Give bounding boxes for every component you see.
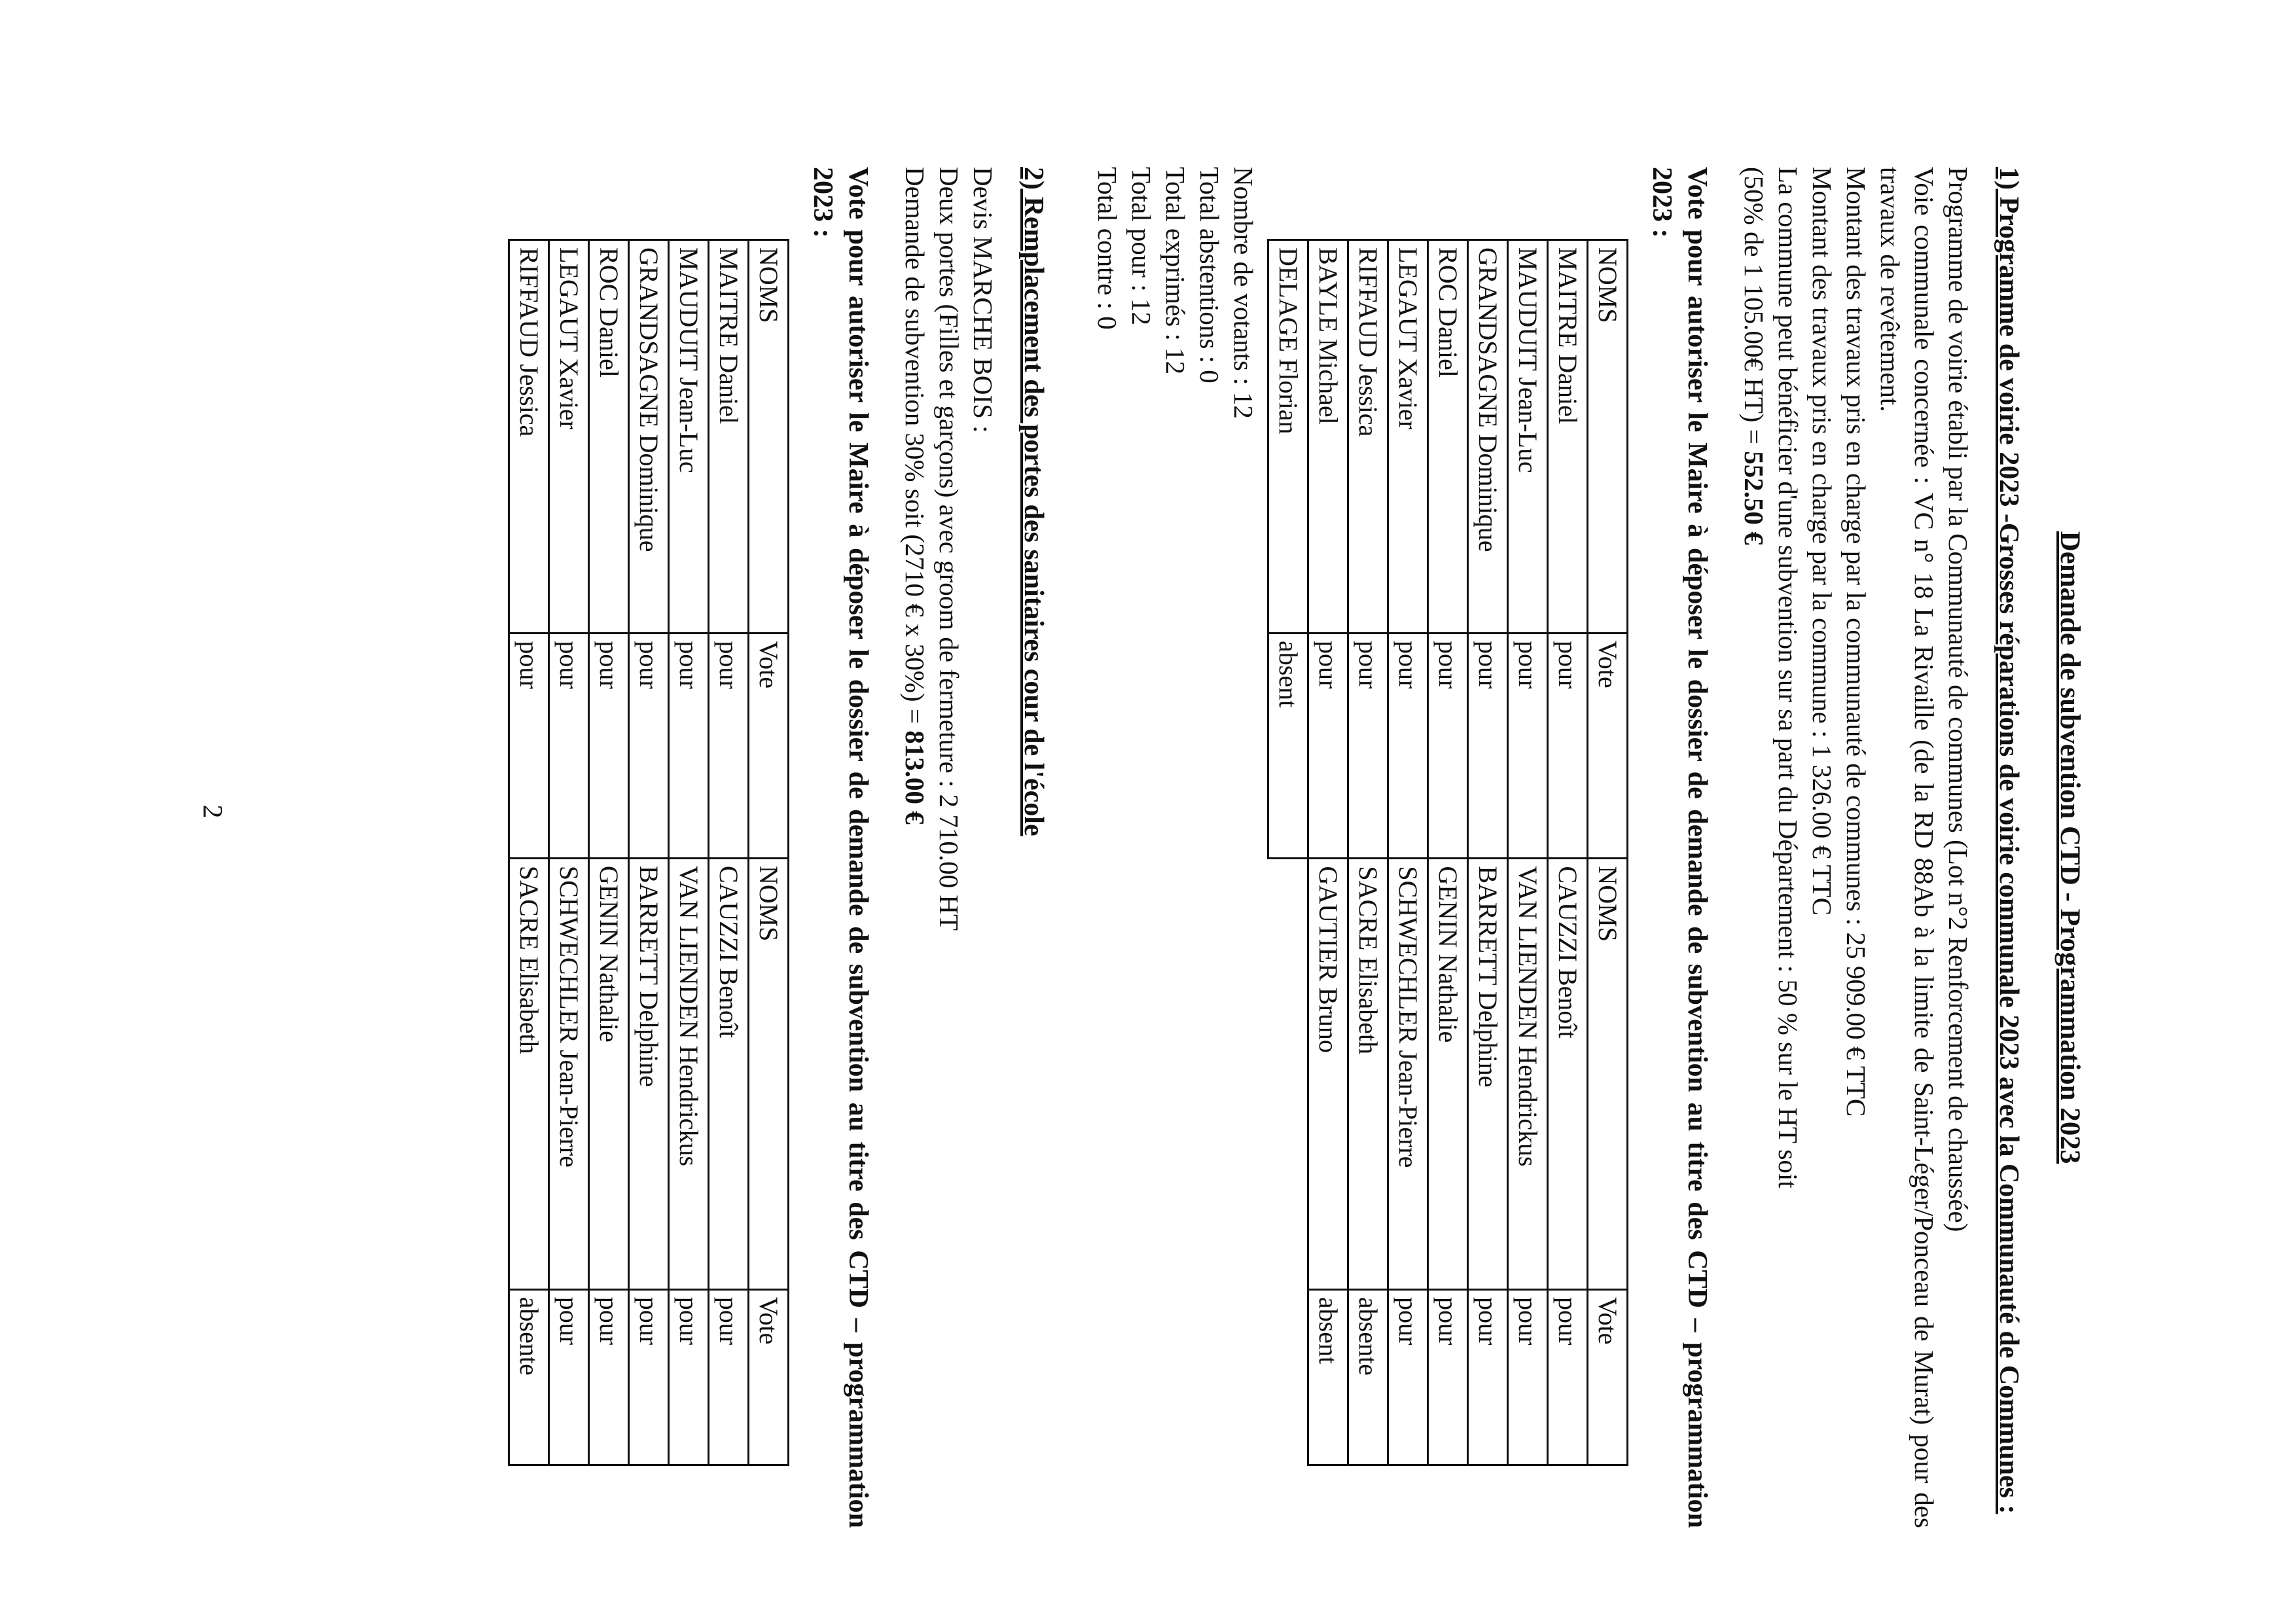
- column-header-vote: Vote: [749, 633, 789, 858]
- member-vote: pour: [549, 1289, 589, 1465]
- member-name: GRANDSAGNE Dominique: [1468, 240, 1508, 633]
- section-1-paragraph: Programme de voirie établi par la Communauté de communes (Lot n°2 Renforcement de chaussée): [1943, 167, 1973, 1232]
- column-header-names: NOMS: [1588, 859, 1628, 1290]
- member-name: CAUZZI Benoît: [709, 858, 749, 1289]
- member-vote: pour: [669, 633, 709, 858]
- table-row: [509, 240, 549, 1465]
- section-1-vote-stats: [1090, 167, 1261, 1528]
- section-1-paragraph: Montant des travaux pris en charge par la commune : 1 326.00 € TTC: [1807, 167, 1837, 916]
- member-name: RIFFAUD Jessica: [1348, 240, 1388, 633]
- section-1-amount-prefix: (50% de 1 105.00€ HT) =: [1739, 167, 1769, 452]
- document-content: [508, 167, 2087, 1528]
- table-row: [1428, 240, 1468, 1465]
- member-vote: absent: [1308, 1289, 1348, 1465]
- section-2-vote-table: [508, 239, 789, 1466]
- section-2-lines: [898, 167, 1000, 1528]
- member-vote: pour: [1508, 633, 1548, 859]
- member-name: MAUDUIT Jean-Luc: [669, 240, 709, 633]
- member-vote: absente: [1348, 1289, 1388, 1465]
- stat-line: Nombre de votants : 12: [1229, 167, 1259, 419]
- section-2-amount: 813.00 €: [900, 730, 930, 825]
- member-name: LEGAUT Xavier: [1388, 240, 1428, 633]
- section-2-amount-prefix: Demande de subvention 30% soit (2710 € x 30%) =: [900, 167, 930, 731]
- member-vote: pour: [1468, 633, 1508, 859]
- table-row: [1508, 240, 1548, 1465]
- member-name: DELAGE Florian: [1268, 240, 1308, 633]
- table-row: [709, 240, 749, 1465]
- stat-line: Total exprimés : 12: [1160, 167, 1191, 375]
- member-vote: pour: [629, 633, 669, 858]
- section-2-vote-heading: Vote pour autoriser le Maire à déposer le dossier de demande de subvention au titre des CTD – programmation 2023 :: [808, 167, 873, 1528]
- member-name: MAITRE Daniel: [709, 240, 749, 633]
- table-row: [549, 240, 589, 1465]
- table-row: [1548, 240, 1588, 1465]
- member-name: BAYLE Michael: [1308, 240, 1348, 633]
- section-1-paragraph: Montant des travaux pris en charge par la communauté de communes : 25 909.00 € TTC: [1841, 167, 1871, 1117]
- column-header-vote: Vote: [1588, 1289, 1628, 1465]
- table-row: [1268, 240, 1308, 1465]
- member-vote: pour: [1308, 633, 1348, 859]
- member-vote: pour: [1388, 1289, 1428, 1465]
- member-vote: pour: [1548, 633, 1588, 859]
- member-name: GENIN Nathalie: [589, 858, 629, 1289]
- table-row: [589, 240, 629, 1465]
- member-vote: pour: [1428, 1289, 1468, 1465]
- section-1-paragraphs: [1737, 167, 1975, 1528]
- member-name: CAUZZI Benoît: [1548, 859, 1588, 1290]
- member-name: ROC Daniel: [1428, 240, 1468, 633]
- table-header-row: [749, 240, 789, 1465]
- member-vote: pour: [1548, 1289, 1588, 1465]
- section-2-heading: 2) Remplacement des portes des sanitaires cour de l'école: [1018, 167, 1049, 836]
- section-1-paragraph: La commune peut bénéficier d'une subvention sur sa part du Département : 50 % sur le HT soit: [1773, 167, 1803, 1188]
- table-row: [1348, 240, 1388, 1465]
- member-name: SACRE Elisabeth: [509, 858, 549, 1289]
- column-header-names: NOMS: [749, 858, 789, 1289]
- member-name: BARRETT Delphine: [629, 858, 669, 1289]
- member-vote: pour: [549, 633, 589, 858]
- member-vote: pour: [1468, 1289, 1508, 1465]
- member-vote: pour: [709, 1289, 749, 1465]
- column-header-names: NOMS: [1588, 240, 1628, 633]
- section-2-line: Deux portes (Filles et garçons) avec groom de fermeture : 2 710.00 HT: [934, 167, 964, 931]
- member-name: RIFFAUD Jessica: [509, 240, 549, 633]
- member-name: GENIN Nathalie: [1428, 859, 1468, 1290]
- member-vote: pour: [1388, 633, 1428, 859]
- member-name: SCHWECHLER Jean-Pierre: [549, 858, 589, 1289]
- page-number: 2: [197, 804, 227, 819]
- member-vote: pour: [1428, 633, 1468, 859]
- member-vote: pour: [669, 1289, 709, 1465]
- column-header-names: NOMS: [749, 240, 789, 633]
- section-2-amount-line: [898, 167, 932, 1528]
- member-vote: pour: [589, 1289, 629, 1465]
- column-header-vote: Vote: [1588, 633, 1628, 859]
- member-vote: absente: [509, 1289, 549, 1465]
- member-vote: pour: [589, 633, 629, 858]
- table-row: [1468, 240, 1508, 1465]
- member-vote: [1268, 1289, 1308, 1465]
- section-2-line: Devis MARCHE BOIS :: [968, 167, 998, 433]
- section-1-paragraph: Voie communale concernée : VC n° 18 La Rivaille (de la RD 88Ab à la limite de Saint-Léger/Ponceau de Murat) pour des travaux de revêtement.: [1875, 167, 1939, 1528]
- member-name: ROC Daniel: [589, 240, 629, 633]
- column-header-vote: Vote: [749, 1289, 789, 1465]
- member-name: VAN LIENDEN Hendrickus: [1508, 859, 1548, 1290]
- document-title: Demande de subvention CTD - Programmation 2023: [2054, 531, 2085, 1164]
- table-row: [1388, 240, 1428, 1465]
- section-1-amount: 552.50 €: [1739, 451, 1769, 545]
- section-1-vote-heading: Vote pour autoriser le Maire à déposer le dossier de demande de subvention au titre des CTD – programmation 2023 :: [1647, 167, 1712, 1528]
- section-1-amount-line: [1737, 167, 1771, 1528]
- member-name: SCHWECHLER Jean-Pierre: [1388, 859, 1428, 1290]
- section-1-vote-table: [1267, 239, 1628, 1466]
- member-name: MAUDUIT Jean-Luc: [1508, 240, 1548, 633]
- table-row: [1308, 240, 1348, 1465]
- member-vote: pour: [1348, 633, 1388, 859]
- member-name: [1268, 859, 1308, 1290]
- member-vote: pour: [509, 633, 549, 858]
- member-vote: absent: [1268, 633, 1308, 859]
- member-name: GRANDSAGNE Dominique: [629, 240, 669, 633]
- member-name: GAUTIER Bruno: [1308, 859, 1348, 1290]
- stat-line: Total contre : 0: [1092, 167, 1122, 330]
- stat-line: Total pour : 12: [1126, 167, 1157, 325]
- table-header-row: [1588, 240, 1628, 1465]
- member-name: SACRE Elisabeth: [1348, 859, 1388, 1290]
- stat-line: Total abstentions : 0: [1194, 167, 1225, 383]
- member-name: LEGAUT Xavier: [549, 240, 589, 633]
- table-row: [669, 240, 709, 1465]
- table-row: [629, 240, 669, 1465]
- member-name: BARRETT Delphine: [1468, 859, 1508, 1290]
- section-1-heading: 1) Programme de voirie 2023 -Grosses réparations de voirie communale 2023 avec la Communauté de Communes :: [1994, 167, 2024, 1514]
- member-vote: pour: [1508, 1289, 1548, 1465]
- member-vote: pour: [629, 1289, 669, 1465]
- member-name: VAN LIENDEN Hendrickus: [669, 858, 709, 1289]
- member-vote: pour: [709, 633, 749, 858]
- member-name: MAITRE Daniel: [1548, 240, 1588, 633]
